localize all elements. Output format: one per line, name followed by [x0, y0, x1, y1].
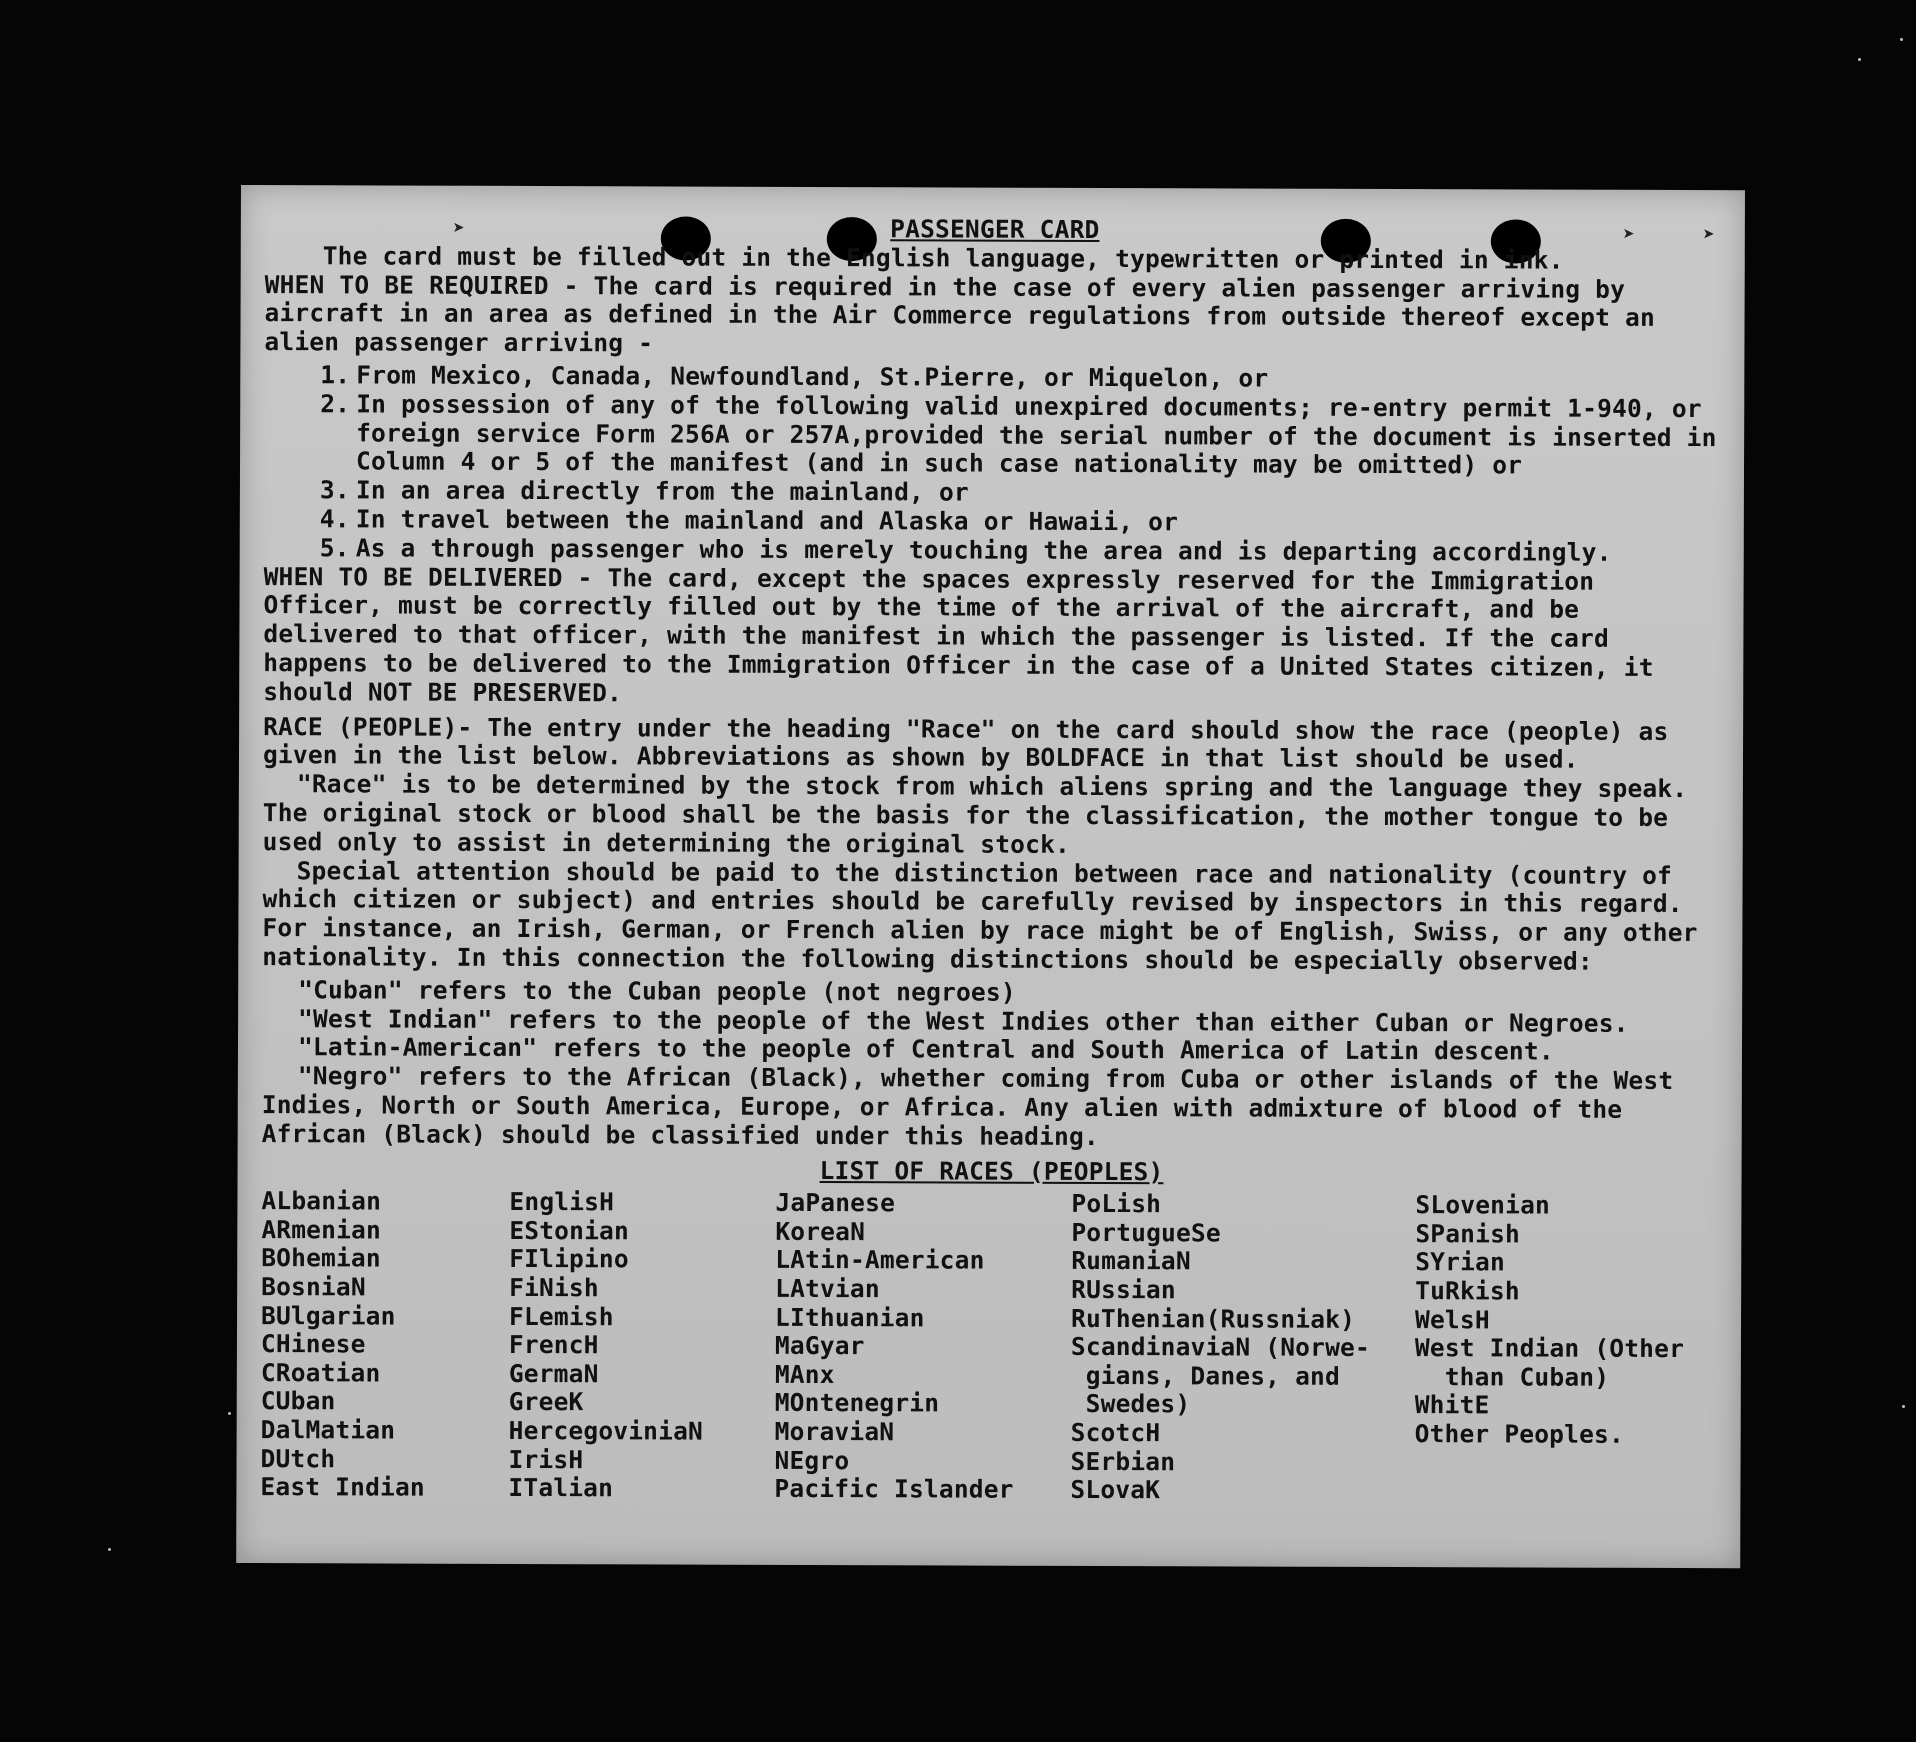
race-entry: TuRkish	[1415, 1276, 1520, 1306]
race-entry: FLemish	[509, 1301, 614, 1331]
scan-dot	[1900, 38, 1903, 41]
special-attention-paragraph: Special attention should be paid to the distinction between race and nationality (country of which citizen or subject) and entries should be carefully revised by inspectors in this regard. For instance, an Irish, German, or French alien by race might be of English, Swiss, or any other nationality. In this connection the following distinctions should be especially observed:	[262, 855, 1698, 976]
scan-dot	[1858, 58, 1861, 61]
race-entry: ScandinaviaN (Norwe-	[1070, 1332, 1371, 1363]
race-entry: MOntenegrin	[774, 1388, 940, 1418]
race-entry: KoreaN	[775, 1216, 866, 1247]
race-entry: GermaN	[508, 1358, 599, 1389]
definition-item: "West Indian" refers to the people of the West Indies other than either Cuban or Negroes.	[298, 1003, 1629, 1038]
races-column	[260, 1187, 509, 1502]
races-column	[508, 1188, 775, 1503]
exception-item	[264, 390, 1724, 481]
race-entry: MaGyar	[774, 1331, 865, 1361]
race-entry: Pacific Islander	[774, 1474, 1014, 1504]
race-entry: IrisH	[508, 1444, 584, 1474]
intro-paragraph: The card must be filled out in the English language, typewritten or printed in ink.	[322, 241, 1564, 275]
race-entry: MAnx	[774, 1359, 835, 1389]
race-entry: BosniaN	[261, 1272, 366, 1302]
race-entry: CHinese	[260, 1329, 366, 1359]
definitions-list	[262, 976, 1723, 1154]
races-table	[260, 1187, 1721, 1507]
race-entry: SLovaK	[1070, 1475, 1161, 1505]
race-entry: FrencH	[508, 1330, 599, 1360]
arrow-mark-icon: ➤	[452, 215, 465, 240]
definition-item: "Latin-American" refers to the people of Central and South America of Latin descent.	[297, 1032, 1554, 1066]
race-entry: CRoatian	[260, 1357, 381, 1388]
exception-text: In travel between the mainland and Alaska or Hawaii, or	[355, 504, 1179, 537]
race-entry: GreeK	[508, 1387, 584, 1417]
race-entry: JaPanese	[775, 1188, 896, 1218]
race-entry: NEgro	[774, 1445, 850, 1475]
scan-dot	[1902, 1405, 1905, 1408]
passenger-card-scan	[236, 185, 1745, 1568]
race-entry: EnglisH	[509, 1187, 615, 1217]
exceptions-list	[264, 361, 1725, 568]
race-entry: SLovenian	[1415, 1190, 1551, 1220]
race-determined-paragraph: "Race" is to be determined by the stock from which aliens spring and the language they speak. The original stock or blood shall be the basis for the classification, the mother tongue to be used only to assist in determining the original stock.	[262, 769, 1688, 859]
race-entry: SYrian	[1415, 1247, 1506, 1277]
race-entry: EStonian	[509, 1215, 630, 1246]
race-entry: RUssian	[1071, 1274, 1176, 1305]
race-entry: WelsH	[1414, 1304, 1490, 1335]
race-entry: ScotcH	[1070, 1417, 1161, 1448]
arrow-mark-icon: ➤	[1702, 222, 1715, 247]
race-entry: MoraviaN	[774, 1416, 895, 1447]
exception-number: 1.	[320, 360, 351, 390]
race-entry: DalMatian	[260, 1415, 396, 1445]
race-entry: LAtvian	[775, 1273, 880, 1304]
exception-text: As a through passenger who is merely touching the area and is departing accordingly.	[355, 533, 1612, 567]
race-entry: FIlipino	[509, 1244, 629, 1274]
definition-item: "Negro" refers to the African (Black), whether coming from Cuba or other islands of the West Indies, North or South America, Europe, or Africa. Any alien with admixture of blood of the African (Black) should be classified under this heading.	[261, 1061, 1674, 1151]
exception-number: 3.	[319, 475, 350, 505]
race-entry: LIthuanian	[775, 1302, 925, 1333]
exception-number: 4.	[319, 504, 350, 534]
races-column	[1414, 1191, 1721, 1507]
card-text	[260, 213, 1724, 1507]
race-entry: DUtch	[260, 1443, 336, 1473]
race-entry: RumaniaN	[1071, 1246, 1191, 1276]
when-required-paragraph: WHEN TO BE REQUIRED - The card is required in the case of every alien passenger arriving by aircraft in an area as defined in the Air Commerce regulations from outside thereof except an alien passenger arriving -	[264, 269, 1655, 358]
race-entry: ALbanian	[261, 1186, 382, 1216]
race-entry: ARmenian	[261, 1214, 382, 1245]
race-entry: Swedes)	[1070, 1389, 1191, 1419]
race-entry: RuThenian(Russniak)	[1070, 1303, 1356, 1334]
exception-text: In an area directly from the mainland, or	[355, 475, 969, 507]
definition-item: "Cuban" refers to the Cuban people (not negroes)	[298, 974, 1016, 1007]
scan-dot	[228, 1412, 231, 1415]
card-title: PASSENGER CARD	[890, 214, 1100, 244]
race-entry: FiNish	[509, 1273, 599, 1303]
race-entry: than Cuban)	[1414, 1361, 1610, 1392]
races-list-title: LIST OF RACES (PEOPLES)	[819, 1155, 1164, 1186]
race-entry: HercegoviniaN	[508, 1415, 704, 1446]
race-entry: BOhemian	[261, 1243, 381, 1273]
exception-number: 5.	[319, 533, 350, 563]
race-entry: ITalian	[508, 1473, 614, 1503]
race-entry: West Indian (Other	[1414, 1333, 1685, 1364]
exception-text: In possession of any of the following valid unexpired documents; re-entry permit 1-940, or foreign service Form 256A or 257A,provided the serial number of the document is inserted in Column 4 or 5 of the manifest (and in such case nationality may be omitted) or	[355, 389, 1717, 480]
races-column	[1070, 1190, 1415, 1506]
race-entry: PortugueSe	[1071, 1217, 1221, 1248]
exception-text: From Mexico, Canada, Newfoundland, St.Pierre, or Miquelon, or	[356, 360, 1269, 393]
race-entry: WhitE	[1414, 1390, 1490, 1420]
race-entry: CUban	[260, 1386, 336, 1416]
race-entry: SPanish	[1415, 1218, 1521, 1249]
race-entry: Other Peoples.	[1414, 1419, 1625, 1449]
race-entry: PoLish	[1071, 1189, 1162, 1219]
race-entry: SErbian	[1070, 1446, 1176, 1476]
race-people-paragraph: RACE (PEOPLE)- The entry under the heading "Race" on the card should show the race (people) as given in the list below. Abbreviations as shown by BOLDFACE in that list should be used.	[262, 711, 1669, 775]
arrow-mark-icon: ➤	[1622, 221, 1635, 246]
race-entry: LAtin-American	[775, 1245, 985, 1276]
when-delivered-paragraph: WHEN TO BE DELIVERED - The card, except the spaces expressly reserved for the Immigration Officer, must be correctly filled out by the time of the arrival of the aircraft, and be delivered to that officer, with the manifest in which the passenger is listed. If the card happens to be delivered to the Immigration Officer in the case of a United States citizen, it should NOT BE PRESERVED.	[263, 561, 1654, 708]
exception-number: 2.	[320, 389, 351, 419]
races-column	[774, 1189, 1071, 1505]
race-entry: gians, Danes, and	[1070, 1360, 1341, 1391]
race-entry: East Indian	[260, 1472, 425, 1502]
race-entry: BUlgarian	[261, 1300, 396, 1331]
scan-dot	[108, 1548, 111, 1551]
